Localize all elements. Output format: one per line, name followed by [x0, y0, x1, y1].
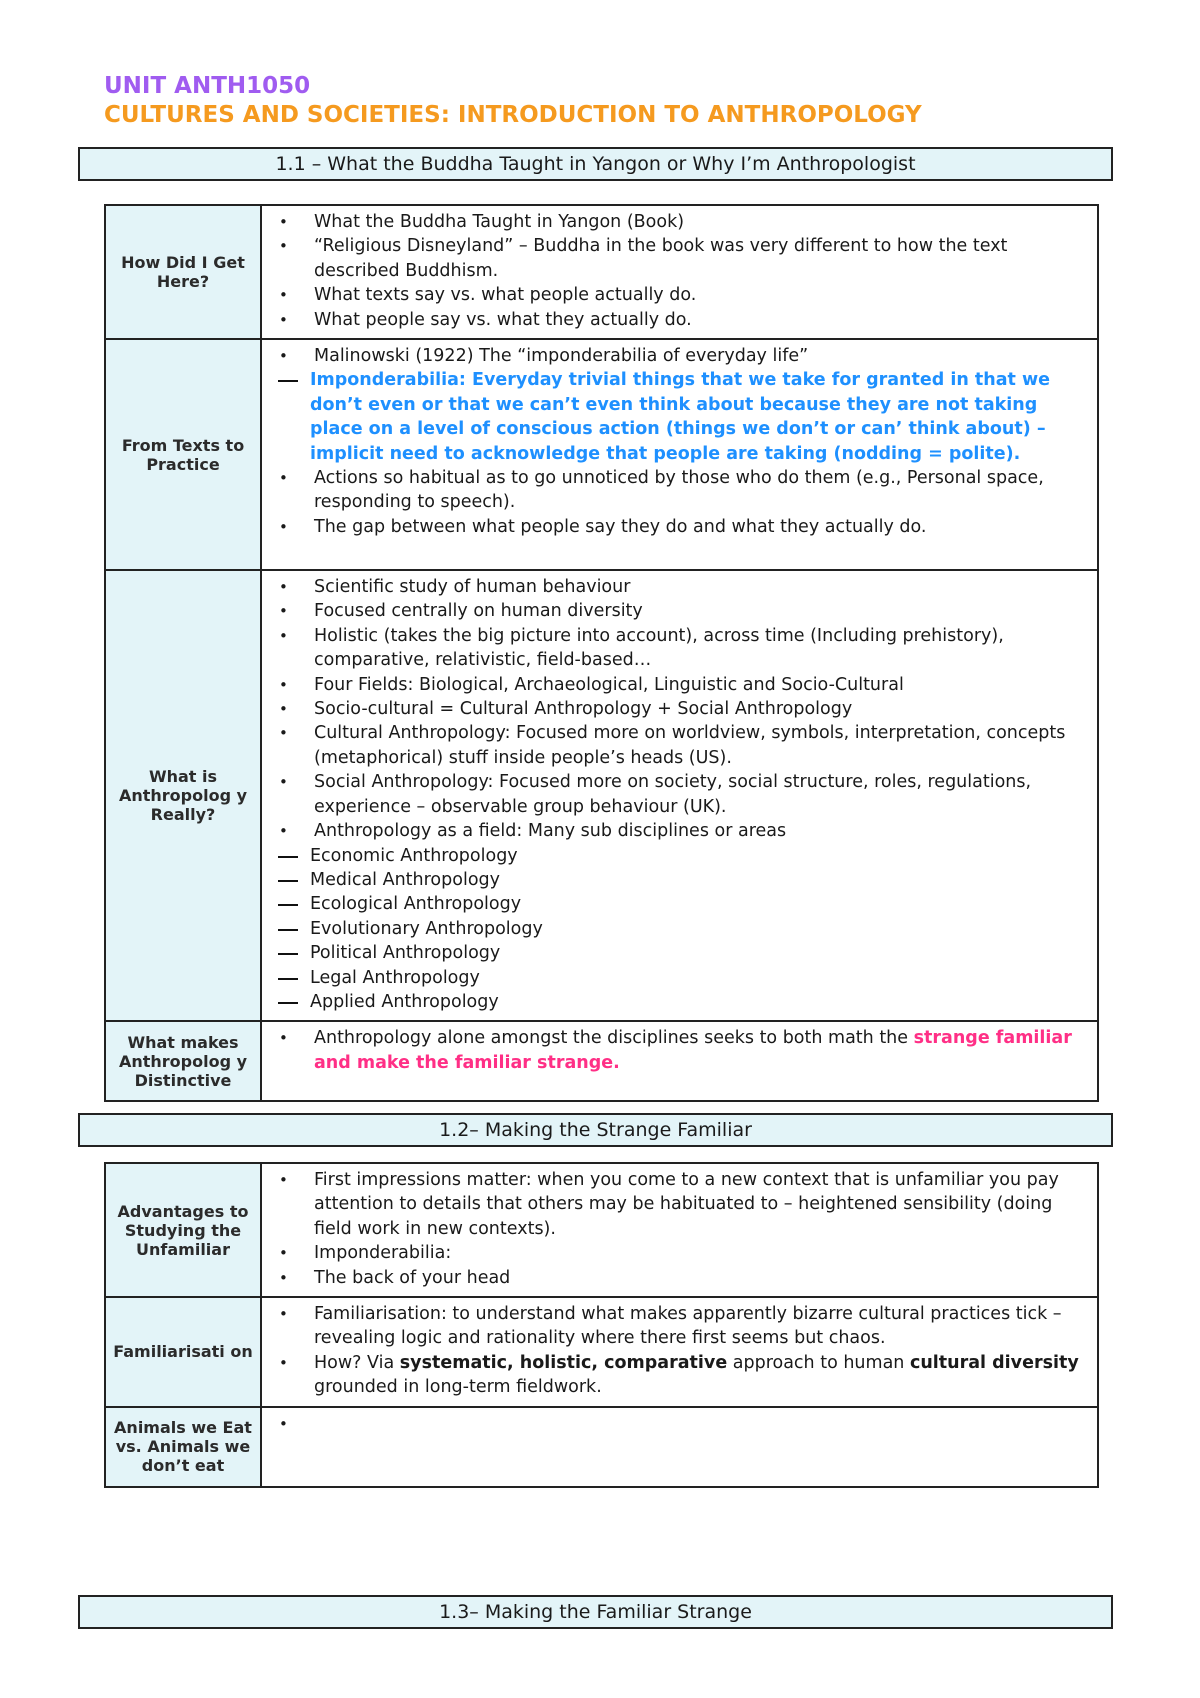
list-item	[278, 1351, 1089, 1400]
section-1-3-banner: 1.3– Making the Familiar Strange	[78, 1595, 1113, 1629]
row-content	[261, 1407, 1098, 1487]
table-row	[105, 1297, 1098, 1407]
list-item: • Focused centrally on human diversity	[278, 599, 1089, 623]
list-item: • Four Fields: Biological, Archaeological, Linguistic and Socio-Cultural	[278, 673, 1089, 697]
table-row	[105, 1021, 1098, 1101]
bullet-list	[278, 344, 1089, 539]
unit-title: UNIT ANTH1050	[104, 73, 311, 99]
subfield-item: Political Anthropology	[278, 941, 1089, 965]
subfield-item: Evolutionary Anthropology	[278, 917, 1089, 941]
table-row	[105, 205, 1098, 339]
list-item: • Cultural Anthropology: Focused more on worldview, symbols, interpretation, concepts (metaphorical) stuff inside people’s heads (US).	[278, 721, 1089, 770]
row-label: What makes Anthropolog y Distinctive	[105, 1021, 261, 1101]
row-content	[261, 1021, 1098, 1101]
distinctive-highlight: strange familiar and make the familiar strange.	[314, 1028, 1072, 1073]
subfield-item: Applied Anthropology	[278, 990, 1089, 1014]
list-item: • What texts say vs. what people actually do.	[278, 283, 1089, 307]
list-item: • What the Buddha Taught in Yangon (Book)	[278, 210, 1089, 234]
how-bold-diversity: cultural diversity	[909, 1352, 1079, 1373]
row-content	[261, 339, 1098, 570]
row-label: How Did I Get Here?	[105, 205, 261, 339]
table-row	[105, 339, 1098, 570]
definition-item: Imponderabilia: Everyday trivial things that we take for granted in that we don’t even or that we can’t even think about because they are not taking place on a level of conscious action (things we don’t or can’ think about) – implicit need to acknowledge that people are taking (nodding = polite).	[278, 368, 1089, 466]
list-item: • The back of your head	[278, 1266, 1089, 1290]
list-item: • Actions so habitual as to go unnoticed by those who do them (e.g., Personal space, responding to speech).	[278, 466, 1089, 515]
section-1-2-banner: 1.2– Making the Strange Familiar	[78, 1113, 1113, 1147]
how-text: approach to human	[727, 1352, 910, 1373]
list-item: • The gap between what people say they do and what they actually do.	[278, 515, 1089, 539]
bullet-list	[278, 1302, 1089, 1400]
list-item: • Holistic (takes the big picture into account), across time (Including prehistory), comparative, relativistic, field-based…	[278, 624, 1089, 673]
row-label: Advantages to Studying the Unfamiliar	[105, 1163, 261, 1297]
row-label: From Texts to Practice	[105, 339, 261, 570]
how-text: grounded in long-term fieldwork.	[314, 1377, 602, 1398]
row-content	[261, 1297, 1098, 1407]
list-item: • Imponderabilia:	[278, 1241, 1089, 1265]
list-item: • First impressions matter: when you come to a new context that is unfamiliar you pay attention to details that others may be habituated to – heightened sensibility (doing field work in new contexts).	[278, 1168, 1089, 1241]
row-label: What is Anthropolog y Really?	[105, 570, 261, 1021]
row-label: Familiarisati on	[105, 1297, 261, 1407]
list-item: • Anthropology as a field: Many sub disciplines or areas	[278, 819, 1089, 843]
list-item: • Social Anthropology: Focused more on society, social structure, roles, regulations, experience – observable group behaviour (UK).	[278, 770, 1089, 819]
row-content	[261, 1163, 1098, 1297]
page-header	[104, 72, 922, 130]
subfield-item: Legal Anthropology	[278, 966, 1089, 990]
bullet-list	[278, 210, 1089, 332]
section-1-2-table	[104, 1162, 1099, 1488]
bullet-list	[278, 1026, 1089, 1075]
table-row	[105, 1163, 1098, 1297]
section-1-1-banner: 1.1 – What the Buddha Taught in Yangon or Why I’m Anthropologist	[78, 147, 1113, 181]
row-label: Animals we Eat vs. Animals we don’t eat	[105, 1407, 261, 1487]
row-content	[261, 205, 1098, 339]
table-row	[105, 570, 1098, 1021]
list-item: • Familiarisation: to understand what makes apparently bizarre cultural practices tick – revealing logic and rationality where there first seems but chaos.	[278, 1302, 1089, 1351]
distinctive-text: Anthropology alone amongst the disciplines seeks to both math the	[314, 1028, 914, 1049]
list-item: • Socio-cultural = Cultural Anthropology + Social Anthropology	[278, 697, 1089, 721]
list-item: • What people say vs. what they actually do.	[278, 308, 1089, 332]
list-item: • Malinowski (1922) The “imponderabilia of everyday life”	[278, 344, 1089, 368]
bullet-list	[278, 1168, 1089, 1290]
subfield-item: Medical Anthropology	[278, 868, 1089, 892]
how-bold-approach: systematic, holistic, comparative	[399, 1352, 728, 1373]
list-item: • “Religious Disneyland” – Buddha in the book was very different to how the text described Buddhism.	[278, 234, 1089, 283]
course-title: CULTURES AND SOCIETIES: INTRODUCTION TO ANTHROPOLOGY	[104, 102, 922, 128]
subfield-item: Economic Anthropology	[278, 844, 1089, 868]
list-item: • Scientific study of human behaviour	[278, 575, 1089, 599]
row-content	[261, 570, 1098, 1021]
list-item	[278, 1026, 1089, 1075]
subfield-item: Ecological Anthropology	[278, 892, 1089, 916]
table-row	[105, 1407, 1098, 1487]
bullet-list	[278, 575, 1089, 1014]
how-text: How? Via	[314, 1352, 400, 1373]
section-1-1-table	[104, 204, 1099, 1102]
